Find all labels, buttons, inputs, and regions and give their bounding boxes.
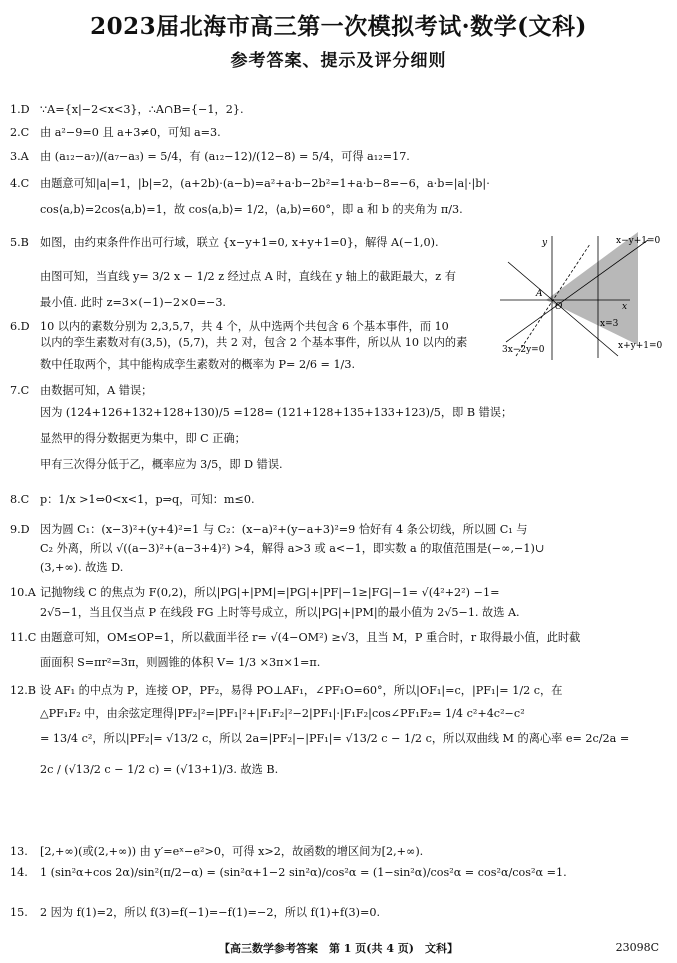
answer-text: 2√5−1，当且仅当点 P 在线段 FG 上时等号成立，所以|PG|+|PM|的最小值为 2√5−1. 故选 A. (40, 606, 520, 619)
question-number: 15. (10, 906, 28, 919)
answer-line (10, 358, 355, 372)
answer-text: 设 AF₁ 的中点为 P，连接 OP，PF₂，易得 PO⊥AF₁，∠PF₁O=60°，所以|OF₁|=c，|PF₁|= 1/2 c，在 (40, 684, 563, 697)
answer-text: 10 以内的素数分别为 2,3,5,7，共 4 个，从中选两个共包含 6 个基本事件，而 10 (40, 320, 449, 333)
answer-text: ∵A={x|−2<x<3}，∴A∩B={−1，2}. (40, 103, 244, 116)
fig-label: y (542, 238, 548, 248)
answer-line (10, 523, 528, 537)
answer-line (10, 203, 463, 217)
answer-text: cos⟨a,b⟩=2cos⟨a,b⟩=1，故 cos⟨a,b⟩= 1/2，⟨a,b⟩=60°，即 a 和 b 的夹角为 π/3. (40, 203, 463, 216)
answer-text: 2c / (√13/2 c − 1/2 c) = (√13+1)/3. 故选 B. (40, 763, 279, 776)
answer-text: 由图可知，当直线 y= 3/2 x − 1/2 z 经过点 A 时，直线在 y 轴上的截距最大，z 有 (40, 270, 456, 283)
answer-line (10, 384, 152, 398)
fig-label: x=3 (600, 319, 619, 329)
answer-text: 如图，由约束条件作出可行域，联立 {x−y+1=0, x+y+1=0}，解得 A(−1,0). (40, 236, 439, 249)
answer-text: 数中任取两个，其中能构成孪生素数对的概率为 P= 2/6 = 1/3. (40, 358, 356, 371)
answer-line (10, 296, 226, 310)
question-number: 11.C (10, 631, 37, 644)
answer-text: 由 (a₁₂−a₇)/(a₇−a₃) = 5/4，有 (a₁₂−12)/(12−8) = 5/4，可得 a₁₂=17. (40, 150, 410, 163)
answer-line (10, 103, 244, 117)
answer-text: 甲有三次得分低于乙，概率应为 3/5，即 D 错误. (40, 458, 283, 471)
answer-text: 1 (sin²α+cos 2α)/sin²(π/2−α) = (sin²α+1−2 sin²α)/cos²α = (1−sin²α)/cos²α = cos²α/cos²α =1. (40, 866, 567, 879)
answer-line (10, 707, 525, 721)
answer-line (10, 126, 221, 140)
answer-text: = 13/4 c²，所以|PF₂|= √13/2 c，所以 2a=|PF₂|−|PF₁|= √13/2 c − 1/2 c，所以双曲线 M 的离心率 e= 2c/2a = (40, 732, 630, 745)
answer-text: [2,+∞)(或(2,+∞)) 由 y′=eˣ−e²>0，可得 x>2，故函数的增区间为[2,+∞). (40, 845, 424, 858)
question-number: 14. (10, 866, 28, 879)
answer-line (10, 732, 629, 746)
fig-label: 3x−2y=0 (502, 345, 545, 355)
question-number: 3.A (10, 150, 29, 163)
answer-line (10, 432, 246, 446)
answer-line (10, 866, 567, 880)
question-number: 13. (10, 845, 28, 858)
answer-text: (3,+∞). 故选 D. (40, 561, 124, 574)
answer-text: 记抛物线 C 的焦点为 F(0,2)，所以|PG|+|PM|=|PG|+|PF|−1≥|FG|−1= √(4²+2²) −1= (40, 586, 500, 599)
question-number: 6.D (10, 320, 30, 333)
answer-line (10, 656, 320, 670)
question-number: 7.C (10, 384, 30, 397)
answer-line (10, 458, 283, 472)
answer-text: 因为圆 C₁：(x−3)²+(y+4)²=1 与 C₂：(x−a)²+(y−a+3)²=9 恰好有 4 条公切线，所以圆 C₁ 与 (40, 523, 528, 536)
fig-label: x−y+1=0 (616, 236, 661, 246)
answer-text: 因为 (124+126+132+128+130)/5 =128= (121+128+135+133+123)/5，即 B 错误； (40, 406, 513, 419)
answer-line (10, 177, 490, 191)
answer-text: 面面积 S=πr²=3π，则圆锥的体积 V= 1/3 ×3π×1=π. (40, 656, 321, 669)
answer-line (10, 906, 380, 920)
answer-text: 由题意可知，OM≤OP=1，所以截面半径 r= √(4−OM²) ≥√3，且当 M，P 重合时，r 取得最小值，此时截 (40, 631, 581, 644)
answer-text: △PF₁F₂ 中，由余弦定理得|PF₂|²=|PF₁|²+|F₁F₂|²−2|PF₁|·|F₁F₂|cos∠PF₁F₂= 1/4 c²+4c²−c² (40, 707, 525, 720)
answer-line (10, 586, 499, 600)
question-number: 10.A (10, 586, 36, 599)
answer-line (10, 763, 278, 777)
question-number: 4.C (10, 177, 30, 190)
feasible-region-figure (498, 232, 674, 362)
answer-line (10, 606, 520, 620)
question-number: 1.D (10, 103, 30, 116)
answer-line (10, 236, 439, 250)
answer-line (10, 270, 456, 284)
answer-text: 以内的孪生素数对有(3,5)，(5,7)，共 2 对，包含 2 个基本事件，所以从 10 以内的素 (40, 336, 468, 349)
question-number: 9.D (10, 523, 30, 536)
answer-line (10, 406, 512, 420)
question-number: 5.B (10, 236, 29, 249)
question-number: 2.C (10, 126, 30, 139)
fig-label: x (622, 302, 628, 312)
answer-line (10, 150, 410, 164)
answer-line (10, 320, 449, 334)
answer-text: 显然甲的得分数据更为集中，即 C 正确； (40, 432, 246, 445)
answer-text: C₂ 外离，所以 √((a−3)²+(a−3+4)²) >4，解得 a>3 或 a<−1，即实数 a 的取值范围是(−∞,−1)∪ (40, 542, 545, 555)
answer-line (10, 561, 123, 575)
answer-line (10, 684, 562, 698)
answer-text: 由题意可知|a|=1，|b|=2，(a+2b)·(a−b)=a²+a·b−2b²=1+a·b−8=−6，a·b=|a|·|b|· (40, 177, 490, 190)
answer-line (10, 542, 544, 556)
page-subtitle: 参考答案、提示及评分细则 (230, 51, 447, 71)
fig-label: O (555, 302, 563, 312)
answer-line (10, 845, 423, 859)
question-number: 8.C (10, 493, 30, 506)
answer-line (10, 493, 255, 507)
answer-line (10, 631, 580, 645)
answer-text: p：1/x >1⇔0<x<1，p⇒q，可知：m≤0. (40, 493, 255, 506)
answer-text: 由数据可知，A 错误； (40, 384, 153, 397)
page-footer: 【高三数学参考答案 第 1 页(共 4 页) 文科】 (218, 942, 459, 955)
answer-text: 最小值. 此时 z=3×(−1)−2×0=−3. (40, 296, 226, 309)
answer-line (10, 336, 467, 350)
doc-code: 23098C (615, 941, 659, 954)
question-number: 12.B (10, 684, 37, 697)
answer-text: 2 因为 f(1)=2，所以 f(3)=f(−1)=−f(1)=−2，所以 f(1)+f(3)=0. (40, 906, 381, 919)
answer-text: 由 a²−9=0 且 a+3≠0，可知 a=3. (40, 126, 221, 139)
page-title: 2023届北海市高三第一次模拟考试·数学(文科) (90, 13, 587, 40)
fig-label: x+y+1=0 (618, 341, 663, 351)
fig-label: A (536, 289, 543, 299)
shaded-region (546, 232, 638, 345)
